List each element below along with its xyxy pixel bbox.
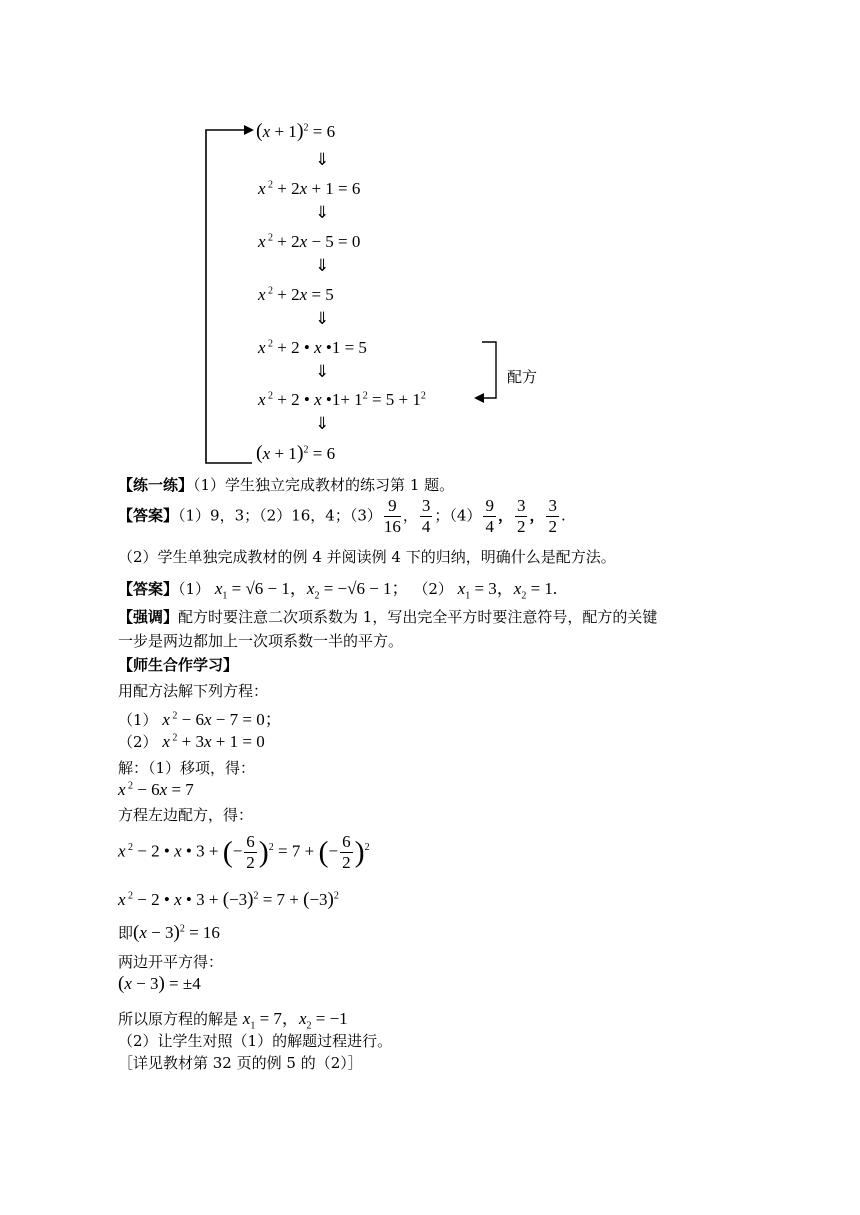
problem-2: （2） x $^2$ + 3x + 1 = 0: [118, 732, 265, 751]
derivation-step-5: x $^2$ + 2 • x •1 = 5: [258, 338, 367, 357]
practice-title: 【练一练】: [118, 476, 194, 494]
implies-arrow-2: ⇓: [315, 203, 330, 223]
implies-arrow-5: ⇓: [315, 362, 330, 382]
left-peifang: 方程左边配方，得：: [118, 806, 254, 824]
answer-line-1: 【答案】（1）9，3；（2）16，4；（3） $\frac{9}{16}$ ， $\frac{3}{4}$ ；（4） $\frac{9}{4}$ ， $\frac{3}{2}$ ， $\frac{3}{2}$ .: [118, 496, 566, 536]
derivation-step-6: x $^2$ + 2 • x •1+ $1^2 = 5 + 1^2$: [258, 390, 426, 409]
solution-step-5: (x − 3) = ±4: [118, 973, 201, 994]
problem-1: （1） x $^2$ − 6x − 7 = 0；: [118, 710, 282, 729]
conclusion-line: 所以原方程的解是 $x_1 = 7$，$x_2 = -1$: [118, 1009, 348, 1032]
solution-step-1: x $^2$ − 6x = 7: [118, 780, 194, 799]
solution-intro: 解：（1）移项，得：: [118, 759, 256, 777]
derivation-step-4: x $^2$ + 2x = 5: [258, 285, 334, 304]
see-book-line: ［详见教材第 32 页的例 5 的（2）］: [118, 1054, 363, 1072]
peifang-label: 配方: [507, 368, 538, 386]
implies-arrow-4: ⇓: [315, 309, 330, 329]
loop-arrow: [0, 0, 860, 480]
practice-item-1: （1）学生独立完成教材的练习第 1 题。: [193, 476, 455, 494]
fraction-3-2a: $\frac{3}{2}$: [516, 496, 526, 536]
solution-step-4: 即$(x - 3)^2 = 16$: [118, 922, 220, 943]
solution-step-3: x $^2$ − 2 • x • $3 + (-3)^2 = 7 + (-3)^2$: [118, 889, 339, 910]
answer-1-tag: 【答案】: [118, 506, 179, 525]
let-students-line: （2）让学生对照（1）的解题过程进行。: [118, 1032, 393, 1050]
emphasis-tag: 【强调】: [118, 608, 179, 626]
implies-arrow-3: ⇓: [315, 256, 330, 276]
derivation-step-2: x $^2$ + 2x + 1 = 6: [258, 179, 361, 198]
fraction-9-16: $\frac{9}{16}$: [383, 496, 401, 536]
emphasis-line-2: 一步是两边都加上一次项系数一半的平方。: [118, 632, 404, 650]
derivation-step-3: x $^2$ + 2x − 5 = 0: [258, 232, 361, 251]
derivation-step-1: $(x + 1)^2 = 6$: [256, 120, 336, 142]
fraction-3-2b: $\frac{3}{2}$: [548, 496, 557, 536]
implies-arrow-6: ⇓: [315, 414, 330, 434]
answer-line-2: 【答案】（1） $x_1 = √6 - 1$，$x_2 = -√6 - 1$； （2） $x_1 = 3$，$x_2 = 1$.: [118, 579, 558, 602]
emphasis-line-1: 【强调】配方时要注意二次项系数为 1，写出完全平方时要注意符号，配方的关键: [118, 608, 658, 626]
practice-item-2: （2）学生单独完成教材的例 4 并阅读例 4 下的归纳，明确什么是配方法。: [118, 548, 616, 566]
fraction-3-4: $\frac{3}{4}$: [421, 496, 431, 536]
fraction-9-4: $\frac{9}{4}$: [485, 496, 494, 536]
practice-line-1: [118, 474, 454, 495]
solution-step-2: x $^2$ − 2 • x • 3 + (− $\frac{6}{2}$ )$^2$ = 7 + (− $\frac{6}{2}$ )$^2$: [118, 832, 370, 872]
coop-title: 【师生合作学习】: [118, 656, 239, 674]
implies-arrow-1: ⇓: [315, 150, 330, 170]
coop-intro: 用配方法解下列方程：: [118, 682, 269, 700]
derivation-step-7: $(x + 1)^2 = 6$: [256, 442, 336, 464]
kaifang-text: 两边开平方得：: [118, 953, 224, 971]
